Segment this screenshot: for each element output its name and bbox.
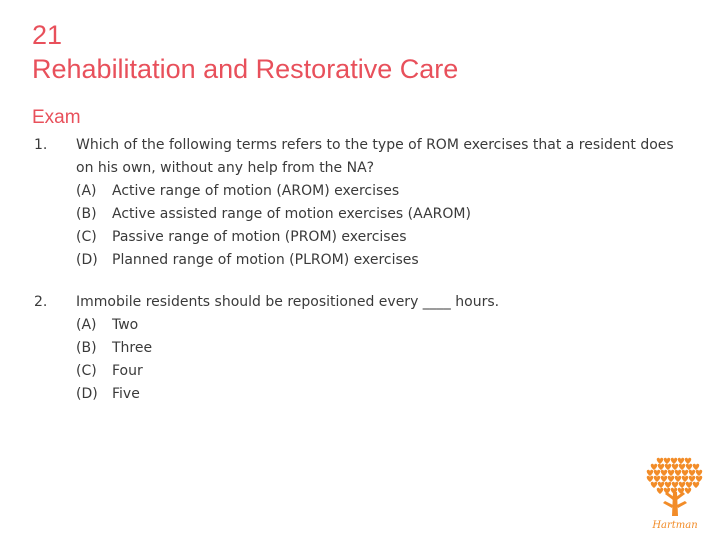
heart-shape <box>689 470 696 476</box>
option-text: Five <box>112 386 140 402</box>
heart-shape <box>664 458 671 464</box>
logo-text: Hartman <box>652 520 698 531</box>
heart-shape <box>657 458 664 464</box>
option-letter: (C) <box>76 363 97 379</box>
option-letter: (B) <box>76 340 97 356</box>
heart-shape <box>668 476 675 482</box>
question-number: 1. <box>34 137 48 153</box>
answer-option-c <box>76 360 674 383</box>
heart-shape <box>693 482 700 488</box>
question-body <box>76 291 674 406</box>
heart-shape <box>682 470 689 476</box>
heart-tree-icon <box>643 456 707 532</box>
option-letter: (D) <box>76 386 98 402</box>
heart-shape <box>672 464 679 470</box>
heart-shape <box>654 470 661 476</box>
heart-shape <box>658 482 665 488</box>
option-letter: (B) <box>76 206 97 222</box>
heart-shape <box>696 476 703 482</box>
heart-shape <box>651 482 658 488</box>
heart-shape <box>678 458 685 464</box>
answer-option-b <box>76 337 674 360</box>
option-text: Four <box>112 363 143 379</box>
heart-shape <box>661 470 668 476</box>
heart-shape <box>685 458 692 464</box>
option-text: Two <box>112 317 139 333</box>
heart-shape <box>651 464 658 470</box>
option-letter: (A) <box>76 183 97 199</box>
heart-shape <box>665 482 672 488</box>
option-text: Three <box>112 340 153 356</box>
heart-shape <box>696 470 703 476</box>
heart-shape <box>686 464 693 470</box>
heart-shape <box>647 470 654 476</box>
hartman-logo <box>643 456 707 532</box>
option-text: Passive range of motion (PROM) exercises <box>112 229 407 245</box>
heart-shape <box>689 476 696 482</box>
heart-shape <box>682 476 689 482</box>
answer-option-a <box>76 180 674 203</box>
heart-shape <box>661 476 668 482</box>
heart-shape <box>647 476 654 482</box>
answer-option-d <box>76 383 674 406</box>
heart-shape <box>668 470 675 476</box>
section-heading: Exam <box>32 107 81 128</box>
heart-shape <box>693 464 700 470</box>
answer-option-d <box>76 249 674 272</box>
heart-shape <box>675 476 682 482</box>
heart-shape <box>654 476 661 482</box>
option-letter: (C) <box>76 229 97 245</box>
question-text: Immobile residents should be repositioned every ____ hours. <box>76 294 500 310</box>
heart-shape <box>672 482 679 488</box>
heart-shape <box>658 464 665 470</box>
slide-title <box>32 18 692 86</box>
option-text: Active range of motion (AROM) exercises <box>112 183 400 199</box>
heart-shape <box>657 488 664 494</box>
question-2 <box>34 291 674 406</box>
heart-shape <box>685 488 692 494</box>
option-text: Planned range of motion (PLROM) exercises <box>112 252 419 268</box>
option-letter: (D) <box>76 252 98 268</box>
heart-shape <box>679 482 686 488</box>
answer-option-a <box>76 314 674 337</box>
heart-shape <box>686 482 693 488</box>
heart-shape <box>679 464 686 470</box>
answer-option-b <box>76 203 674 226</box>
question-number: 2. <box>34 294 48 310</box>
question-body <box>76 134 674 272</box>
question-1 <box>34 134 674 272</box>
heart-shape <box>671 458 678 464</box>
question-text: Which of the following terms refers to the type of ROM exercises that a resident does on his own, without any help from the NA? <box>76 137 674 176</box>
chapter-title: Rehabilitation and Restorative Care <box>32 54 459 84</box>
option-letter: (A) <box>76 317 97 333</box>
option-text: Active assisted range of motion exercises (AAROM) <box>112 206 471 222</box>
chapter-number: 21 <box>32 20 63 50</box>
heart-shape <box>665 464 672 470</box>
heart-shape <box>675 470 682 476</box>
answer-option-c <box>76 226 674 249</box>
